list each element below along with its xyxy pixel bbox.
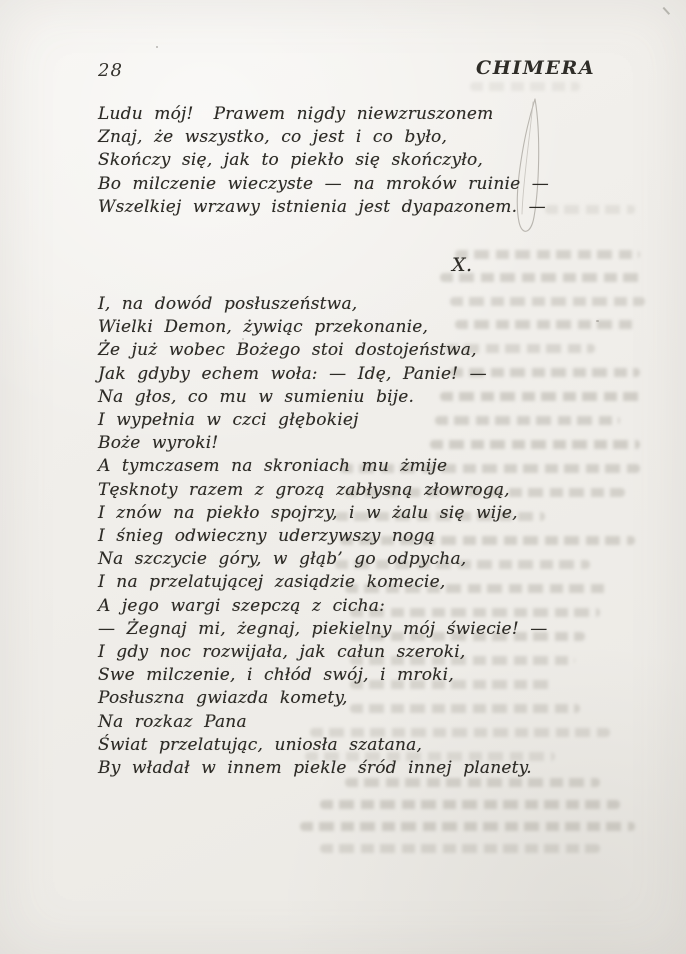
poem-line: Świat przelatując, uniosła szatana, bbox=[98, 734, 423, 755]
poem-line: Posłuszna gwiazda komety, bbox=[98, 688, 348, 709]
poem-line: Że już wobec Bożego stoi dostojeństwa, bbox=[98, 340, 477, 361]
poem-line: Boże wyroki! bbox=[98, 433, 219, 454]
bleedthrough-line bbox=[470, 82, 580, 91]
poem-line: I gdy noc rozwijała, jak całun szeroki, bbox=[98, 642, 466, 663]
poem-line: By władał w innem piekle śród innej planety. bbox=[98, 758, 532, 779]
scan-scratch bbox=[663, 7, 670, 15]
bleedthrough-line bbox=[320, 800, 620, 809]
poem-line: I na przelatującej zasiądzie komecie, bbox=[98, 572, 446, 593]
poem-line: Skończy się, jak to piekło się skończyło, bbox=[98, 150, 484, 171]
bleedthrough-line bbox=[455, 250, 640, 259]
journal-title: CHIMERA bbox=[476, 57, 596, 79]
poem-line: Na głos, co mu w sumieniu bije. bbox=[98, 386, 415, 407]
poem-line: — Żegnaj mi, żegnaj, piekielny mój świecie! — bbox=[98, 618, 548, 639]
bleedthrough-line bbox=[320, 844, 600, 853]
poem-line: Na szczycie góry, w głąb’ go odpycha, bbox=[98, 549, 467, 570]
section-heading: X. bbox=[452, 254, 473, 276]
poem-line: I znów na piekło spojrzy, i w żalu się wije, bbox=[98, 502, 518, 523]
poem-line: I wypełnia w czci głębokiej bbox=[98, 410, 359, 431]
poem-line: I śnieg odwieczny uderzywszy nogą bbox=[98, 526, 435, 547]
poem-line: Swe milczenie, i chłód swój, i mroki, bbox=[98, 665, 454, 686]
poem-line: I, na dowód posłuszeństwa, bbox=[98, 294, 358, 314]
poem-line: Ludu mój! Prawem nigdy niewzruszonem bbox=[98, 104, 494, 124]
poem-line: Jak gdyby echem woła: — Idę, Panie! — bbox=[98, 363, 487, 384]
poem-line: Tęsknoty razem z grozą zabłysną złowrogą, bbox=[98, 479, 510, 500]
poem-line: Wszelkiej wrzawy istnienia jest dyapazonem. — bbox=[98, 196, 546, 217]
poem-line: Bo milczenie wieczyste — na mroków ruinie — bbox=[98, 173, 549, 194]
poem-line: A jego wargi szepczą z cicha: bbox=[98, 595, 386, 616]
bleedthrough-line bbox=[300, 822, 635, 831]
page-number: 28 bbox=[98, 60, 123, 81]
poem-line: Na rozkaz Pana bbox=[98, 711, 247, 732]
scan-speck bbox=[156, 46, 158, 48]
poem-line: Wielki Demon, żywiąc przekonanie, bbox=[98, 317, 429, 338]
bleedthrough-line bbox=[545, 205, 635, 214]
poem-stanza-2 bbox=[98, 293, 547, 780]
poem-line: A tymczasem na skroniach mu żmije bbox=[98, 456, 448, 477]
scan-speck bbox=[596, 320, 599, 322]
poem-stanza-1 bbox=[98, 103, 549, 219]
poem-line: Znaj, że wszystko, co jest i co było, bbox=[98, 127, 448, 148]
